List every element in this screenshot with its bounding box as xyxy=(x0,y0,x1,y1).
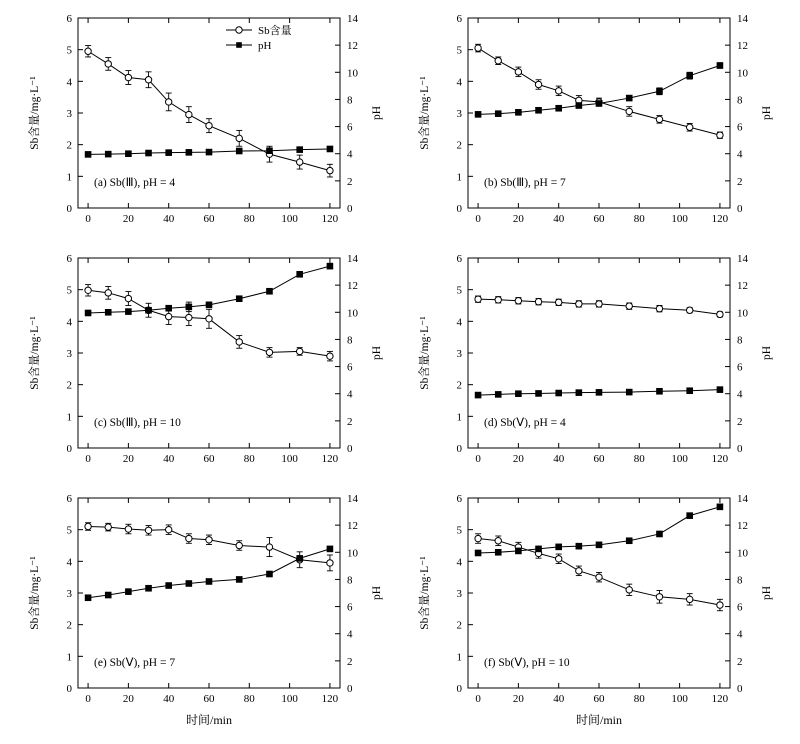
marker-filled-square xyxy=(556,544,562,550)
marker-filled-square xyxy=(516,110,522,116)
x-tick-label: 100 xyxy=(281,213,298,225)
panel-caption: (d) Sb(Ⅴ), pH = 4 xyxy=(484,417,566,429)
x-tick-label: 60 xyxy=(203,213,215,225)
y-tick-label-left: 6 xyxy=(456,253,462,265)
y-tick-label-right: 2 xyxy=(347,175,353,188)
marker-filled-square xyxy=(495,549,501,555)
left-axis-title: Sb含量/mg·L⁻¹ xyxy=(29,316,41,390)
marker-open-circle xyxy=(236,542,242,548)
y-tick-label-left: 4 xyxy=(66,76,72,89)
right-axis-title: pH xyxy=(761,105,773,121)
y-tick-label-left: 1 xyxy=(66,651,72,664)
y-tick-label-left: 3 xyxy=(66,348,72,360)
y-tick-label-left: 6 xyxy=(456,493,462,505)
y-tick-label-right: 2 xyxy=(737,415,743,428)
series-line-ph xyxy=(478,66,720,115)
marker-open-circle xyxy=(555,88,561,94)
legend xyxy=(226,23,292,52)
marker-filled-square xyxy=(475,550,481,556)
x-tick-label: 40 xyxy=(163,453,175,465)
legend-label-ph: pH xyxy=(258,40,272,52)
y-tick-label-right: 4 xyxy=(737,388,743,401)
marker-filled-square xyxy=(85,595,91,601)
marker-filled-square xyxy=(536,546,542,552)
y-tick-label-right: 12 xyxy=(347,280,358,293)
y-tick-label-left: 1 xyxy=(66,411,72,424)
marker-open-circle xyxy=(125,526,131,532)
y-tick-label-left: 5 xyxy=(456,44,462,57)
right-axis-title: pH xyxy=(371,585,383,601)
marker-open-circle xyxy=(327,167,333,173)
y-tick-label-left: 0 xyxy=(456,203,462,215)
marker-open-circle xyxy=(495,58,501,64)
y-tick-label-left: 1 xyxy=(456,411,462,424)
y-tick-label-right: 4 xyxy=(347,628,353,641)
x-tick-label: 20 xyxy=(512,213,524,225)
y-tick-label-right: 14 xyxy=(347,253,358,265)
marker-filled-square xyxy=(536,107,542,113)
x-tick-label: 100 xyxy=(671,693,688,705)
marker-open-circle xyxy=(85,523,91,529)
y-tick-label-left: 0 xyxy=(66,443,72,455)
y-tick-label-right: 0 xyxy=(737,443,743,455)
marker-filled-square xyxy=(327,263,333,269)
marker-filled-square xyxy=(186,304,192,310)
y-tick-label-right: 14 xyxy=(347,493,358,505)
x-tick-label: 20 xyxy=(512,693,524,705)
left-axis-title: Sb含量/mg·L⁻¹ xyxy=(419,316,431,390)
y-tick-label-right: 6 xyxy=(737,121,743,134)
y-tick-label-left: 5 xyxy=(66,524,72,537)
right-axis-title: pH xyxy=(371,105,383,121)
y-tick-label-right: 0 xyxy=(347,683,353,695)
marker-open-circle xyxy=(475,45,481,51)
x-tick-label: 20 xyxy=(122,453,134,465)
y-tick-label-right: 4 xyxy=(347,388,353,401)
marker-filled-square xyxy=(146,585,152,591)
y-tick-label-left: 4 xyxy=(66,556,72,569)
marker-open-circle xyxy=(165,99,171,105)
marker-open-circle xyxy=(626,587,632,593)
marker-open-circle xyxy=(626,108,632,114)
y-tick-label-right: 12 xyxy=(737,520,748,533)
marker-filled-square xyxy=(85,152,91,158)
marker-filled-square xyxy=(717,387,723,393)
y-tick-label-right: 6 xyxy=(347,361,353,374)
y-tick-label-right: 14 xyxy=(737,13,748,25)
left-axis-title: Sb含量/mg·L⁻¹ xyxy=(29,76,41,150)
y-tick-label-right: 12 xyxy=(347,520,358,533)
y-tick-label-left: 1 xyxy=(456,651,462,664)
marker-filled-square xyxy=(267,571,273,577)
x-tick-label: 80 xyxy=(243,693,255,705)
y-tick-label-right: 0 xyxy=(347,203,353,215)
marker-open-circle xyxy=(717,132,723,138)
marker-filled-square xyxy=(267,288,273,294)
x-tick-label: 0 xyxy=(85,453,91,465)
y-tick-label-right: 6 xyxy=(737,361,743,374)
legend-marker-open-circle xyxy=(236,27,242,33)
marker-filled-square xyxy=(687,388,693,394)
marker-open-circle xyxy=(535,299,541,305)
marker-open-circle xyxy=(296,159,302,165)
marker-open-circle xyxy=(475,535,481,541)
marker-filled-square xyxy=(206,579,212,585)
y-tick-label-left: 6 xyxy=(66,253,72,265)
marker-open-circle xyxy=(327,353,333,359)
marker-open-circle xyxy=(165,526,171,532)
y-tick-label-left: 5 xyxy=(66,284,72,297)
legend-marker-filled-square xyxy=(236,42,242,48)
y-tick-label-right: 14 xyxy=(737,493,748,505)
marker-filled-square xyxy=(576,103,582,109)
x-tick-label: 80 xyxy=(243,213,255,225)
marker-open-circle xyxy=(717,602,723,608)
y-tick-label-left: 6 xyxy=(66,13,72,25)
y-tick-label-left: 0 xyxy=(456,443,462,455)
plot-group-3 xyxy=(417,253,773,465)
y-tick-label-left: 1 xyxy=(66,171,72,184)
y-tick-label-right: 14 xyxy=(737,253,748,265)
x-tick-label: 80 xyxy=(633,453,645,465)
left-axis-title: Sb含量/mg·L⁻¹ xyxy=(419,556,431,630)
marker-open-circle xyxy=(686,307,692,313)
marker-filled-square xyxy=(475,112,481,118)
series-line-ph xyxy=(88,549,330,598)
y-tick-label-right: 0 xyxy=(737,203,743,215)
marker-filled-square xyxy=(516,548,522,554)
marker-filled-square xyxy=(536,391,542,397)
marker-open-circle xyxy=(626,303,632,309)
marker-filled-square xyxy=(626,389,632,395)
marker-filled-square xyxy=(297,147,303,153)
y-tick-label-right: 0 xyxy=(347,443,353,455)
marker-filled-square xyxy=(687,513,693,519)
x-tick-label: 60 xyxy=(593,453,605,465)
marker-open-circle xyxy=(186,314,192,320)
y-tick-label-left: 6 xyxy=(456,13,462,25)
x-tick-label: 0 xyxy=(475,453,481,465)
marker-filled-square xyxy=(626,538,632,544)
y-tick-label-right: 4 xyxy=(737,628,743,641)
marker-filled-square xyxy=(596,542,602,548)
y-tick-label-right: 12 xyxy=(347,40,358,53)
marker-open-circle xyxy=(296,348,302,354)
marker-open-circle xyxy=(105,61,111,67)
y-tick-label-right: 2 xyxy=(737,175,743,188)
y-tick-label-right: 12 xyxy=(737,40,748,53)
marker-filled-square xyxy=(717,504,723,510)
y-tick-label-left: 2 xyxy=(66,379,72,392)
y-tick-label-left: 4 xyxy=(456,556,462,569)
y-tick-label-left: 5 xyxy=(66,44,72,57)
y-tick-label-right: 6 xyxy=(737,601,743,614)
marker-open-circle xyxy=(475,296,481,302)
marker-open-circle xyxy=(656,116,662,122)
y-tick-label-right: 14 xyxy=(347,13,358,25)
marker-open-circle xyxy=(515,298,521,304)
right-axis-title: pH xyxy=(371,345,383,361)
y-tick-label-left: 0 xyxy=(66,683,72,695)
marker-filled-square xyxy=(297,271,303,277)
x-tick-label: 100 xyxy=(671,213,688,225)
marker-filled-square xyxy=(126,151,132,157)
y-tick-label-left: 2 xyxy=(66,619,72,632)
marker-open-circle xyxy=(206,316,212,322)
marker-open-circle xyxy=(576,568,582,574)
x-tick-label: 0 xyxy=(85,213,91,225)
legend-label-sb: Sb含量 xyxy=(258,25,292,37)
x-tick-label: 120 xyxy=(321,693,339,705)
marker-filled-square xyxy=(657,531,663,537)
x-tick-label: 120 xyxy=(321,453,339,465)
panel-caption: (e) Sb(Ⅴ), pH = 7 xyxy=(94,657,176,669)
y-tick-label-right: 2 xyxy=(737,655,743,668)
x-tick-label: 40 xyxy=(553,693,565,705)
marker-open-circle xyxy=(515,69,521,75)
y-tick-label-left: 4 xyxy=(456,316,462,329)
y-tick-label-right: 4 xyxy=(737,148,743,161)
marker-filled-square xyxy=(556,105,562,111)
x-tick-label: 80 xyxy=(633,213,645,225)
y-tick-label-left: 5 xyxy=(456,284,462,297)
y-tick-label-right: 0 xyxy=(737,683,743,695)
panel-caption: (c) Sb(Ⅲ), pH = 10 xyxy=(94,417,181,429)
marker-filled-square xyxy=(186,150,192,156)
x-tick-label: 60 xyxy=(593,693,605,705)
marker-filled-square xyxy=(236,148,242,154)
y-tick-label-left: 0 xyxy=(66,203,72,215)
marker-open-circle xyxy=(555,299,561,305)
panel-caption: (f) Sb(Ⅴ), pH = 10 xyxy=(484,657,570,669)
marker-open-circle xyxy=(686,596,692,602)
y-tick-label-right: 8 xyxy=(347,574,353,587)
marker-open-circle xyxy=(186,111,192,117)
x-tick-label: 100 xyxy=(281,453,298,465)
x-tick-label: 0 xyxy=(85,693,91,705)
y-tick-label-left: 6 xyxy=(66,493,72,505)
x-tick-label: 80 xyxy=(243,453,255,465)
marker-filled-square xyxy=(576,543,582,549)
y-tick-label-right: 10 xyxy=(347,547,358,560)
marker-filled-square xyxy=(495,111,501,117)
marker-open-circle xyxy=(186,535,192,541)
marker-filled-square xyxy=(166,583,172,589)
marker-filled-square xyxy=(267,148,273,154)
x-tick-label: 60 xyxy=(203,693,215,705)
marker-open-circle xyxy=(596,574,602,580)
x-tick-label: 40 xyxy=(163,213,175,225)
marker-filled-square xyxy=(85,310,91,316)
y-tick-label-right: 8 xyxy=(737,334,743,347)
y-tick-label-left: 0 xyxy=(456,683,462,695)
marker-filled-square xyxy=(206,149,212,155)
series-line-sb xyxy=(478,539,720,606)
marker-filled-square xyxy=(297,556,303,562)
marker-open-circle xyxy=(495,538,501,544)
marker-open-circle xyxy=(656,305,662,311)
marker-filled-square xyxy=(495,392,501,398)
marker-filled-square xyxy=(105,309,111,315)
plot-group-0 xyxy=(27,13,383,225)
plot-group-2 xyxy=(27,253,383,465)
marker-open-circle xyxy=(145,527,151,533)
marker-filled-square xyxy=(146,150,152,156)
right-axis-title: pH xyxy=(761,585,773,601)
marker-open-circle xyxy=(555,556,561,562)
marker-open-circle xyxy=(105,290,111,296)
marker-filled-square xyxy=(657,388,663,394)
x-tick-label: 20 xyxy=(512,453,524,465)
y-tick-label-right: 8 xyxy=(347,94,353,107)
marker-open-circle xyxy=(717,311,723,317)
y-tick-label-left: 4 xyxy=(66,316,72,329)
marker-filled-square xyxy=(596,390,602,396)
y-tick-label-right: 10 xyxy=(737,547,748,560)
y-tick-label-left: 3 xyxy=(456,108,462,120)
marker-open-circle xyxy=(266,544,272,550)
x-tick-label: 60 xyxy=(593,213,605,225)
x-tick-label: 120 xyxy=(711,453,729,465)
plot-group-1 xyxy=(417,13,773,225)
y-tick-label-left: 5 xyxy=(456,524,462,537)
marker-filled-square xyxy=(126,589,132,595)
x-tick-label: 120 xyxy=(711,693,729,705)
x-axis-title-0: 时间/min xyxy=(185,713,233,727)
marker-filled-square xyxy=(166,150,172,156)
marker-filled-square xyxy=(236,296,242,302)
marker-filled-square xyxy=(657,88,663,94)
x-tick-label: 40 xyxy=(553,213,565,225)
y-tick-label-left: 4 xyxy=(456,76,462,89)
marker-open-circle xyxy=(327,560,333,566)
marker-open-circle xyxy=(266,349,272,355)
marker-open-circle xyxy=(206,122,212,128)
plot-group-5 xyxy=(417,493,773,705)
panel-caption: (b) Sb(Ⅲ), pH = 7 xyxy=(484,177,566,189)
y-tick-label-right: 6 xyxy=(347,121,353,134)
x-tick-label: 20 xyxy=(122,693,134,705)
panel-caption: (a) Sb(Ⅲ), pH = 4 xyxy=(94,177,176,189)
y-tick-label-right: 12 xyxy=(737,280,748,293)
marker-open-circle xyxy=(125,295,131,301)
left-axis-title: Sb含量/mg·L⁻¹ xyxy=(419,76,431,150)
marker-filled-square xyxy=(186,581,192,587)
marker-filled-square xyxy=(126,309,132,315)
marker-open-circle xyxy=(686,124,692,130)
x-axis-title-1: 时间/min xyxy=(575,713,623,727)
x-tick-label: 0 xyxy=(475,693,481,705)
x-tick-label: 120 xyxy=(321,213,339,225)
marker-filled-square xyxy=(206,302,212,308)
marker-open-circle xyxy=(535,81,541,87)
y-tick-label-left: 2 xyxy=(66,139,72,152)
x-tick-label: 100 xyxy=(671,453,688,465)
marker-open-circle xyxy=(206,537,212,543)
y-tick-label-right: 6 xyxy=(347,601,353,614)
x-tick-label: 20 xyxy=(122,213,134,225)
marker-filled-square xyxy=(236,577,242,583)
marker-open-circle xyxy=(495,297,501,303)
y-tick-label-left: 2 xyxy=(456,619,462,632)
y-tick-label-left: 2 xyxy=(456,379,462,392)
marker-filled-square xyxy=(717,63,723,69)
y-tick-label-right: 10 xyxy=(347,307,358,320)
marker-filled-square xyxy=(327,146,333,152)
y-tick-label-right: 2 xyxy=(347,415,353,428)
marker-open-circle xyxy=(165,313,171,319)
marker-open-circle xyxy=(656,594,662,600)
marker-open-circle xyxy=(105,524,111,530)
left-axis-title: Sb含量/mg·L⁻¹ xyxy=(29,556,41,630)
marker-open-circle xyxy=(236,339,242,345)
y-tick-label-right: 10 xyxy=(737,67,748,80)
marker-filled-square xyxy=(626,95,632,101)
x-tick-label: 80 xyxy=(633,693,645,705)
x-tick-label: 0 xyxy=(475,213,481,225)
y-tick-label-right: 2 xyxy=(347,655,353,668)
marker-open-circle xyxy=(596,301,602,307)
y-tick-label-right: 8 xyxy=(737,574,743,587)
y-tick-label-left: 1 xyxy=(456,171,462,184)
marker-filled-square xyxy=(687,73,693,79)
marker-filled-square xyxy=(146,307,152,313)
plot-group-4 xyxy=(27,493,383,705)
marker-filled-square xyxy=(105,151,111,157)
right-axis-title: pH xyxy=(761,345,773,361)
marker-filled-square xyxy=(556,390,562,396)
y-tick-label-right: 10 xyxy=(347,67,358,80)
marker-filled-square xyxy=(166,305,172,311)
marker-open-circle xyxy=(85,287,91,293)
marker-filled-square xyxy=(596,101,602,107)
y-tick-label-left: 2 xyxy=(456,139,462,152)
y-tick-label-left: 3 xyxy=(456,588,462,600)
marker-filled-square xyxy=(475,392,481,398)
y-tick-label-left: 3 xyxy=(66,588,72,600)
y-tick-label-left: 3 xyxy=(456,348,462,360)
x-tick-label: 100 xyxy=(281,693,298,705)
marker-filled-square xyxy=(516,391,522,397)
marker-filled-square xyxy=(327,546,333,552)
y-tick-label-right: 10 xyxy=(737,307,748,320)
y-tick-label-right: 8 xyxy=(347,334,353,347)
y-tick-label-right: 4 xyxy=(347,148,353,161)
marker-open-circle xyxy=(125,74,131,80)
y-tick-label-right: 8 xyxy=(737,94,743,107)
marker-open-circle xyxy=(85,48,91,54)
x-tick-label: 40 xyxy=(163,693,175,705)
marker-filled-square xyxy=(105,592,111,598)
y-tick-label-left: 3 xyxy=(66,108,72,120)
marker-filled-square xyxy=(576,390,582,396)
series-line-sb xyxy=(478,48,720,135)
marker-open-circle xyxy=(576,301,582,307)
marker-open-circle xyxy=(236,135,242,141)
x-tick-label: 40 xyxy=(553,453,565,465)
x-tick-label: 60 xyxy=(203,453,215,465)
x-tick-label: 120 xyxy=(711,213,729,225)
marker-open-circle xyxy=(145,77,151,83)
